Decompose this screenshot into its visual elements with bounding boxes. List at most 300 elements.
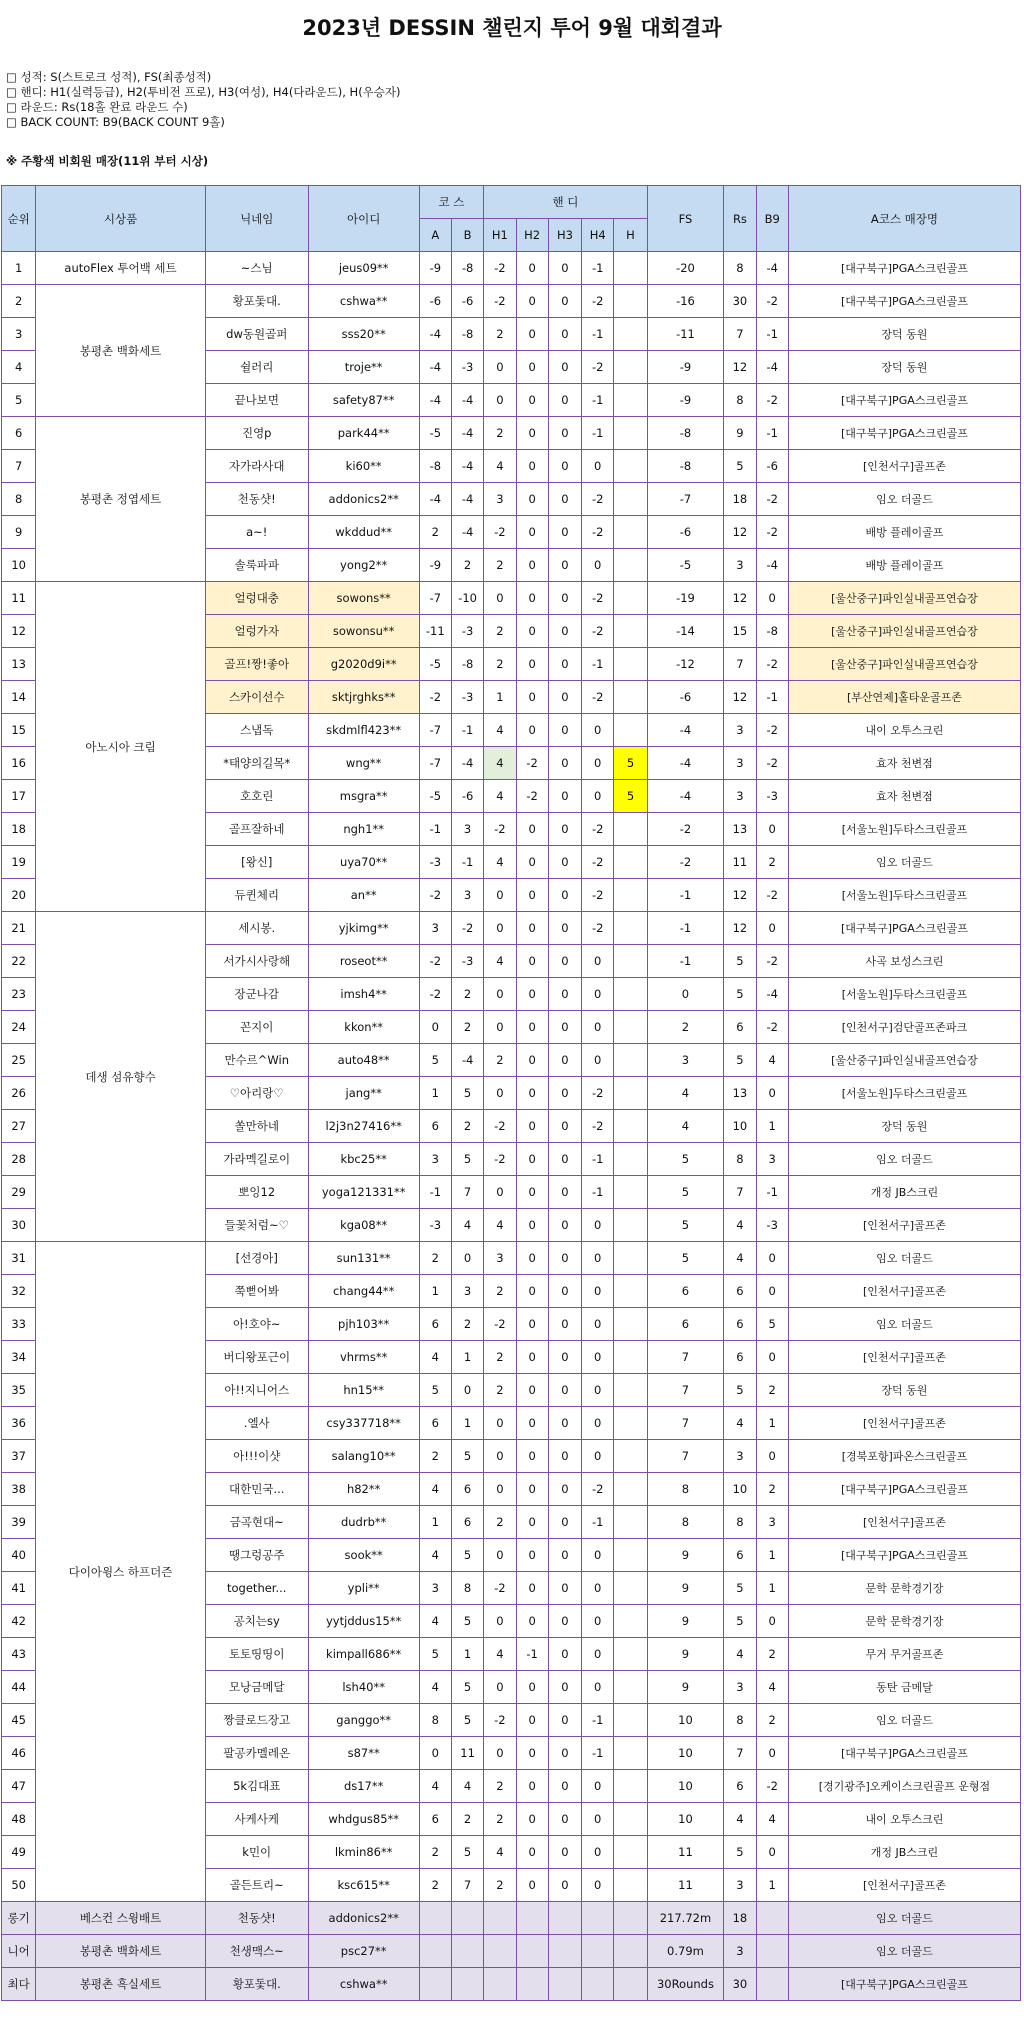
cell-rank: 2 xyxy=(2,285,36,318)
cell-a: -2 xyxy=(419,879,451,912)
cell-h3: 0 xyxy=(548,417,581,450)
cell-h3: 0 xyxy=(548,1242,581,1275)
cell-empty xyxy=(756,1968,788,2001)
cell-h3: 0 xyxy=(548,945,581,978)
cell-h1: 0 xyxy=(484,384,516,417)
cell-h1: 4 xyxy=(484,846,516,879)
cell-h4: -2 xyxy=(582,285,614,318)
cell-h2: 0 xyxy=(516,384,548,417)
cell-h3: 0 xyxy=(548,1308,581,1341)
cell-rs: 3 xyxy=(724,747,756,780)
cell-b: -1 xyxy=(451,714,483,747)
cell-b: 7 xyxy=(451,1176,483,1209)
cell-b: -8 xyxy=(451,648,483,681)
cell-store: [인천서구]골프존 xyxy=(788,1407,1020,1440)
cell-store: [부산연제]홀타운골프존 xyxy=(788,681,1020,714)
cell-id: psc27** xyxy=(308,1935,419,1968)
cell-h4: 0 xyxy=(582,1638,614,1671)
cell-h4: -1 xyxy=(582,252,614,285)
cell-h1: 1 xyxy=(484,681,516,714)
cell-rank: 47 xyxy=(2,1770,36,1803)
cell-store: [울산중구]파인실내골프연습장 xyxy=(788,1044,1020,1077)
cell-empty xyxy=(756,1902,788,1935)
cell-h3: 0 xyxy=(548,1704,581,1737)
cell-id: sss20** xyxy=(308,318,419,351)
cell-store: [대구북구]PGA스크린골프 xyxy=(788,1737,1020,1770)
cell-store: 개정 JB스크린 xyxy=(788,1836,1020,1869)
cell-id: kga08** xyxy=(308,1209,419,1242)
cell-empty xyxy=(419,1968,451,2001)
cell-nickname: 진영p xyxy=(205,417,308,450)
cell-b9: 1 xyxy=(756,1869,788,1902)
cell-nickname: 자가라사대 xyxy=(205,450,308,483)
cell-store: 문학 문학경기장 xyxy=(788,1605,1020,1638)
cell-b9: -2 xyxy=(756,648,788,681)
cell-b9: -4 xyxy=(756,351,788,384)
cell-b: 1 xyxy=(451,1341,483,1374)
cell-h3: 0 xyxy=(548,1770,581,1803)
cell-nickname: 장군나감 xyxy=(205,978,308,1011)
cell-rank: 36 xyxy=(2,1407,36,1440)
cell-nickname: 모낭금메달 xyxy=(205,1671,308,1704)
cell-h4: 0 xyxy=(582,1242,614,1275)
cell-h xyxy=(614,1638,647,1671)
cell-b9: 5 xyxy=(756,1308,788,1341)
cell-h xyxy=(614,285,647,318)
cell-store: [경기광주]오케이스크린골프 운형점 xyxy=(788,1770,1020,1803)
cell-nickname: [선경아] xyxy=(205,1242,308,1275)
cell-id: wkddud** xyxy=(308,516,419,549)
cell-h1: 2 xyxy=(484,1770,516,1803)
cell-fs: 10 xyxy=(647,1803,724,1836)
cell-b9: 0 xyxy=(756,582,788,615)
cell-h3: 0 xyxy=(548,1044,581,1077)
cell-fs: -6 xyxy=(647,516,724,549)
cell-rs: 8 xyxy=(724,252,756,285)
cell-id: ds17** xyxy=(308,1770,419,1803)
cell-rs: 4 xyxy=(724,1209,756,1242)
cell-nickname: 쭉뻗어봐 xyxy=(205,1275,308,1308)
cell-id: addonics2** xyxy=(308,483,419,516)
cell-b: 4 xyxy=(451,1209,483,1242)
cell-h4: -1 xyxy=(582,417,614,450)
cell-h2: 0 xyxy=(516,1011,548,1044)
cell-h xyxy=(614,813,647,846)
header-store: A코스 매장명 xyxy=(788,186,1020,252)
cell-rs: 3 xyxy=(724,549,756,582)
cell-id: kbc25** xyxy=(308,1143,419,1176)
cell-fs: 5 xyxy=(647,1209,724,1242)
cell-store: 장덕 동원 xyxy=(788,1110,1020,1143)
table-row xyxy=(2,252,1021,285)
cell-id: g2020d9i** xyxy=(308,648,419,681)
cell-a: -2 xyxy=(419,945,451,978)
cell-h4: 0 xyxy=(582,1275,614,1308)
cell-a: 3 xyxy=(419,1143,451,1176)
cell-h1: 0 xyxy=(484,1077,516,1110)
cell-fs: -9 xyxy=(647,351,724,384)
cell-id: s87** xyxy=(308,1737,419,1770)
cell-h4: 0 xyxy=(582,1407,614,1440)
cell-h xyxy=(614,1209,647,1242)
cell-h4: -1 xyxy=(582,1176,614,1209)
cell-h xyxy=(614,1770,647,1803)
cell-b9: 2 xyxy=(756,1374,788,1407)
cell-b9: -4 xyxy=(756,549,788,582)
cell-a: 5 xyxy=(419,1374,451,1407)
cell-h xyxy=(614,1011,647,1044)
cell-h2: 0 xyxy=(516,648,548,681)
cell-h xyxy=(614,1572,647,1605)
cell-a: 2 xyxy=(419,1836,451,1869)
cell-nickname: 세시봉. xyxy=(205,912,308,945)
cell-rs: 5 xyxy=(724,945,756,978)
cell-fs: -5 xyxy=(647,549,724,582)
cell-h xyxy=(614,252,647,285)
cell-id: wng** xyxy=(308,747,419,780)
cell-rank: 31 xyxy=(2,1242,36,1275)
cell-fs: 0 xyxy=(647,978,724,1011)
cell-b9: -2 xyxy=(756,285,788,318)
cell-rs: 3 xyxy=(724,1935,756,1968)
cell-h xyxy=(614,879,647,912)
cell-nickname: 끝나보면 xyxy=(205,384,308,417)
cell-h3: 0 xyxy=(548,978,581,1011)
cell-b: 0 xyxy=(451,1374,483,1407)
cell-h3: 0 xyxy=(548,318,581,351)
cell-id: sun131** xyxy=(308,1242,419,1275)
cell-fs: -2 xyxy=(647,846,724,879)
cell-h2: 0 xyxy=(516,1176,548,1209)
table-row xyxy=(2,417,1021,450)
cell-h2: 0 xyxy=(516,714,548,747)
cell-h4: -2 xyxy=(582,846,614,879)
cell-nickname: 사케사케 xyxy=(205,1803,308,1836)
cell-h3: 0 xyxy=(548,1473,581,1506)
cell-h xyxy=(614,681,647,714)
cell-empty xyxy=(419,1935,451,1968)
cell-h1: 0 xyxy=(484,351,516,384)
cell-h xyxy=(614,1242,647,1275)
cell-h2: 0 xyxy=(516,582,548,615)
cell-h1: 3 xyxy=(484,483,516,516)
cell-rs: 7 xyxy=(724,1176,756,1209)
cell-rank: 38 xyxy=(2,1473,36,1506)
cell-h1: 0 xyxy=(484,1440,516,1473)
cell-h1: 2 xyxy=(484,1803,516,1836)
cell-h1: 0 xyxy=(484,1605,516,1638)
cell-h4: -1 xyxy=(582,1737,614,1770)
cell-rs: 12 xyxy=(724,351,756,384)
cell-h4: -1 xyxy=(582,384,614,417)
cell-b9: -2 xyxy=(756,714,788,747)
table-row xyxy=(2,285,1021,318)
cell-b9: 1 xyxy=(756,1539,788,1572)
cell-h2: 0 xyxy=(516,285,548,318)
header-handi: 핸 디 xyxy=(484,186,647,219)
cell-b: -3 xyxy=(451,351,483,384)
header-b9: B9 xyxy=(756,186,788,252)
cell-a: 4 xyxy=(419,1341,451,1374)
cell-rs: 5 xyxy=(724,450,756,483)
header-rs: Rs xyxy=(724,186,756,252)
cell-h3: 0 xyxy=(548,648,581,681)
cell-h1: 4 xyxy=(484,450,516,483)
cell-h4: 0 xyxy=(582,1440,614,1473)
cell-empty xyxy=(484,1902,516,1935)
cell-a: -5 xyxy=(419,648,451,681)
header-a: A xyxy=(419,219,451,252)
cell-b: 4 xyxy=(451,1770,483,1803)
cell-rs: 30 xyxy=(724,285,756,318)
cell-h xyxy=(614,615,647,648)
cell-empty xyxy=(548,1935,581,1968)
cell-b9: -2 xyxy=(756,747,788,780)
cell-id: roseot** xyxy=(308,945,419,978)
cell-id: auto48** xyxy=(308,1044,419,1077)
cell-fs: 5 xyxy=(647,1176,724,1209)
cell-a: 5 xyxy=(419,1044,451,1077)
cell-empty xyxy=(582,1935,614,1968)
cell-h xyxy=(614,1605,647,1638)
cell-h3: 0 xyxy=(548,1638,581,1671)
cell-rank: 30 xyxy=(2,1209,36,1242)
cell-rs: 6 xyxy=(724,1308,756,1341)
cell-nickname: 얼렁대충 xyxy=(205,582,308,615)
cell-h2: 0 xyxy=(516,1473,548,1506)
cell-rank: 19 xyxy=(2,846,36,879)
cell-prize: autoFlex 투어백 세트 xyxy=(36,252,205,285)
cell-h3: 0 xyxy=(548,1374,581,1407)
cell-a: -1 xyxy=(419,1176,451,1209)
cell-b9: 1 xyxy=(756,1572,788,1605)
cell-rs: 3 xyxy=(724,780,756,813)
header-h3: H3 xyxy=(548,219,581,252)
cell-nickname: ~스님 xyxy=(205,252,308,285)
cell-h2: 0 xyxy=(516,1044,548,1077)
cell-prize: 베스컨 스윙배트 xyxy=(36,1902,205,1935)
cell-b: -10 xyxy=(451,582,483,615)
cell-h xyxy=(614,582,647,615)
cell-id: whdgus85** xyxy=(308,1803,419,1836)
cell-b: 6 xyxy=(451,1506,483,1539)
cell-rank: 44 xyxy=(2,1671,36,1704)
results-body xyxy=(2,252,1021,2001)
cell-h xyxy=(614,846,647,879)
cell-a: 2 xyxy=(419,1440,451,1473)
cell-h xyxy=(614,1077,647,1110)
cell-rank: 13 xyxy=(2,648,36,681)
cell-h4: 0 xyxy=(582,1209,614,1242)
cell-h4: -2 xyxy=(582,879,614,912)
cell-h4: 0 xyxy=(582,714,614,747)
cell-h xyxy=(614,1440,647,1473)
cell-store: 장덕 동원 xyxy=(788,318,1020,351)
cell-store: 효자 천변점 xyxy=(788,747,1020,780)
cell-nickname: k민이 xyxy=(205,1836,308,1869)
cell-b: 2 xyxy=(451,1803,483,1836)
cell-rank: 4 xyxy=(2,351,36,384)
cell-nickname: 아!!지니어스 xyxy=(205,1374,308,1407)
cell-h2: 0 xyxy=(516,1803,548,1836)
header-rank: 순위 xyxy=(2,186,36,252)
cell-h xyxy=(614,483,647,516)
cell-empty xyxy=(451,1968,483,2001)
cell-fs: -7 xyxy=(647,483,724,516)
cell-nickname: 가라멕길로이 xyxy=(205,1143,308,1176)
cell-h2: 0 xyxy=(516,1110,548,1143)
cell-a: -4 xyxy=(419,483,451,516)
cell-a: -2 xyxy=(419,681,451,714)
cell-h2: 0 xyxy=(516,1737,548,1770)
cell-b: -4 xyxy=(451,483,483,516)
cell-h3: 0 xyxy=(548,1671,581,1704)
cell-h2: 0 xyxy=(516,1539,548,1572)
cell-rs: 4 xyxy=(724,1407,756,1440)
cell-b9: 0 xyxy=(756,1341,788,1374)
cell-a: -5 xyxy=(419,780,451,813)
cell-h xyxy=(614,549,647,582)
cell-nickname: 천동샷! xyxy=(205,483,308,516)
cell-nickname: 대한민국... xyxy=(205,1473,308,1506)
cell-rs: 6 xyxy=(724,1275,756,1308)
cell-b9: -1 xyxy=(756,318,788,351)
cell-rank: 11 xyxy=(2,582,36,615)
cell-h xyxy=(614,1506,647,1539)
cell-nickname: 호호린 xyxy=(205,780,308,813)
cell-id: sktjrghks** xyxy=(308,681,419,714)
note-line: □ 핸디: H1(실력등급), H2(투비전 프로), H3(여성), H4(다라운드), H(우승자) xyxy=(6,85,401,99)
cell-rank: 20 xyxy=(2,879,36,912)
cell-rank: 41 xyxy=(2,1572,36,1605)
cell-fs: 7 xyxy=(647,1407,724,1440)
cell-rs: 18 xyxy=(724,1902,756,1935)
cell-id: safety87** xyxy=(308,384,419,417)
cell-store: 무거 무거골프존 xyxy=(788,1638,1020,1671)
cell-a: 5 xyxy=(419,1638,451,1671)
cell-b: -4 xyxy=(451,1044,483,1077)
cell-rank: 34 xyxy=(2,1341,36,1374)
cell-h xyxy=(614,1473,647,1506)
cell-rank: 18 xyxy=(2,813,36,846)
cell-rank: 23 xyxy=(2,978,36,1011)
cell-b9: 0 xyxy=(756,813,788,846)
cell-b: 2 xyxy=(451,549,483,582)
cell-h4: 0 xyxy=(582,450,614,483)
cell-h2: 0 xyxy=(516,1209,548,1242)
cell-store: 임오 더골드 xyxy=(788,1935,1020,1968)
cell-h3: 0 xyxy=(548,1506,581,1539)
cell-h3: 0 xyxy=(548,879,581,912)
cell-id: ngh1** xyxy=(308,813,419,846)
cell-store: 임오 더골드 xyxy=(788,1902,1020,1935)
cell-h2: 0 xyxy=(516,450,548,483)
cell-h2: 0 xyxy=(516,1374,548,1407)
cell-rs: 6 xyxy=(724,1539,756,1572)
cell-fs: 8 xyxy=(647,1506,724,1539)
cell-h1: 4 xyxy=(484,1209,516,1242)
cell-h2: 0 xyxy=(516,912,548,945)
cell-b9: 0 xyxy=(756,912,788,945)
cell-b: 11 xyxy=(451,1737,483,1770)
cell-h2: 0 xyxy=(516,252,548,285)
cell-h3: 0 xyxy=(548,1803,581,1836)
cell-b: 0 xyxy=(451,1242,483,1275)
cell-id: yjkimg** xyxy=(308,912,419,945)
cell-store: 임오 더골드 xyxy=(788,846,1020,879)
cell-fs: 3 xyxy=(647,1044,724,1077)
cell-b: 5 xyxy=(451,1671,483,1704)
cell-a: 2 xyxy=(419,1242,451,1275)
cell-rs: 5 xyxy=(724,1374,756,1407)
cell-h4: 0 xyxy=(582,1803,614,1836)
cell-h2: 0 xyxy=(516,1275,548,1308)
cell-b9: 3 xyxy=(756,1143,788,1176)
cell-empty xyxy=(484,1968,516,2001)
cell-store: 장덕 동원 xyxy=(788,351,1020,384)
cell-h xyxy=(614,1341,647,1374)
cell-rs: 13 xyxy=(724,813,756,846)
cell-h3: 0 xyxy=(548,1605,581,1638)
cell-b9: 0 xyxy=(756,1605,788,1638)
cell-nickname: 쏠만하네 xyxy=(205,1110,308,1143)
cell-id: kkon** xyxy=(308,1011,419,1044)
cell-rank: 3 xyxy=(2,318,36,351)
cell-fs: -8 xyxy=(647,417,724,450)
cell-h4: 0 xyxy=(582,1044,614,1077)
cell-prize: 봉평촌 백화세트 xyxy=(36,1935,205,1968)
note-line: □ BACK COUNT: B9(BACK COUNT 9홀) xyxy=(6,115,225,129)
cell-rs: 4 xyxy=(724,1242,756,1275)
cell-a: -5 xyxy=(419,417,451,450)
cell-id: ki60** xyxy=(308,450,419,483)
cell-rank: 15 xyxy=(2,714,36,747)
cell-h1: -2 xyxy=(484,285,516,318)
cell-prize: 봉평촌 흑실세트 xyxy=(36,1968,205,2001)
results-table xyxy=(1,185,1021,2001)
cell-rank: 29 xyxy=(2,1176,36,1209)
cell-h3: 0 xyxy=(548,1440,581,1473)
cell-a: 0 xyxy=(419,1011,451,1044)
table-row xyxy=(2,1242,1021,1275)
cell-rs: 7 xyxy=(724,648,756,681)
cell-h3: 0 xyxy=(548,1110,581,1143)
cell-h3: 0 xyxy=(548,1143,581,1176)
cell-a: 1 xyxy=(419,1275,451,1308)
cell-id: jang** xyxy=(308,1077,419,1110)
cell-rank: 35 xyxy=(2,1374,36,1407)
cell-fs: 10 xyxy=(647,1737,724,1770)
cell-h2: 0 xyxy=(516,945,548,978)
cell-b9: -1 xyxy=(756,681,788,714)
cell-b9: -2 xyxy=(756,516,788,549)
cell-b9: -2 xyxy=(756,483,788,516)
cell-store: [대구북구]PGA스크린골프 xyxy=(788,1473,1020,1506)
header-nickname: 닉네임 xyxy=(205,186,308,252)
cell-id: ksc615** xyxy=(308,1869,419,1902)
cell-store: 임오 더골드 xyxy=(788,1143,1020,1176)
cell-h2: 0 xyxy=(516,1077,548,1110)
cell-h2: 0 xyxy=(516,813,548,846)
cell-store: [울산중구]파인실내골프연습장 xyxy=(788,615,1020,648)
cell-nickname: 만수르^Win xyxy=(205,1044,308,1077)
cell-h xyxy=(614,1374,647,1407)
cell-rank: 48 xyxy=(2,1803,36,1836)
cell-rs: 10 xyxy=(724,1473,756,1506)
cell-empty xyxy=(756,1935,788,1968)
cell-fs: 5 xyxy=(647,1143,724,1176)
cell-fs: 9 xyxy=(647,1539,724,1572)
